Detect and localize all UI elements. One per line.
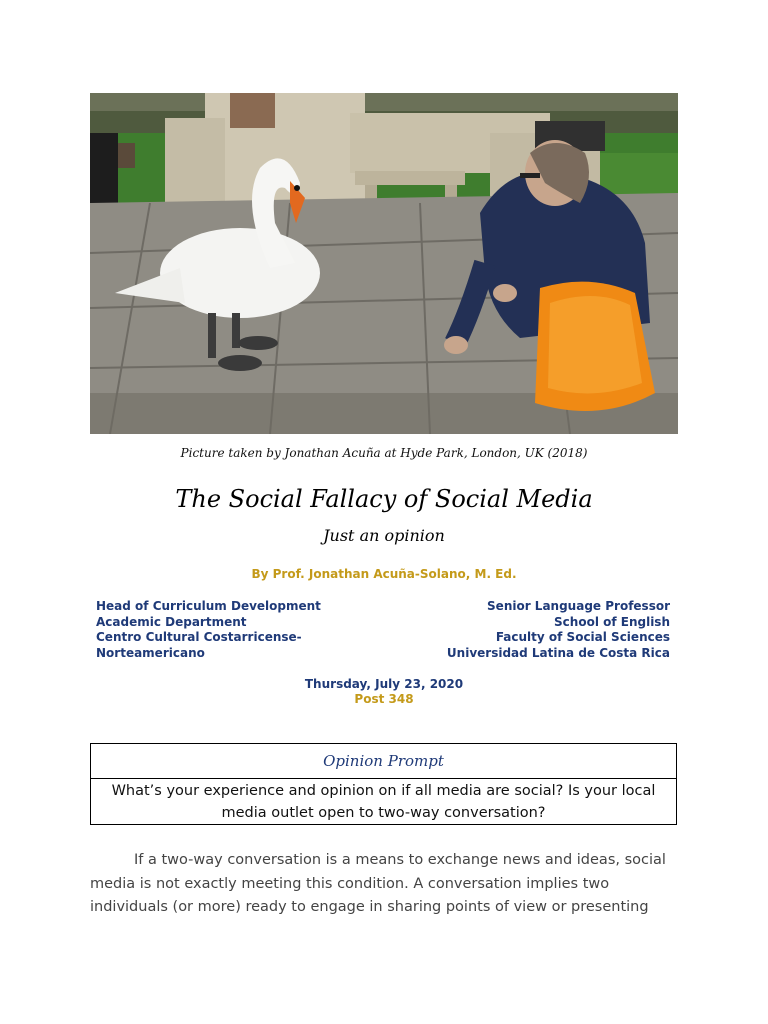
affiliation-left <box>96 599 321 661</box>
article-subtitle: Just an opinion <box>323 526 445 545</box>
body-paragraph: If a two-way conversation is a means to exchange news and ideas, social media is not exactly meeting this condition. A conversation implies two individuals (or more) ready to engage in sharing points of view or presenting <box>90 852 666 915</box>
affiliation-right-line: Universidad Latina de Costa Rica <box>446 645 670 660</box>
article-title: The Social Fallacy of Social Media <box>175 485 593 513</box>
affiliation-left-line: Centro Cultural Costarricense- <box>96 630 302 644</box>
affiliation-right-line: School of English <box>554 614 670 629</box>
affiliation-left-line: Norteamericano <box>96 645 205 660</box>
opinion-prompt-heading: Opinion Prompt <box>91 744 676 779</box>
affiliation-left-line: Head of Curriculum Development <box>96 599 321 613</box>
opinion-prompt-question: What’s your experience and opinion on if all media are social? Is your local media outlet open to two-way conversation? <box>111 783 656 821</box>
author-byline: By Prof. Jonathan Acuña-Solano, M. Ed. <box>251 567 517 581</box>
post-number: Post 348 <box>354 692 414 706</box>
affiliation-left-line: Academic Department <box>96 614 247 629</box>
publication-date: Thursday, July 23, 2020 <box>304 677 464 691</box>
affiliation-right-line: Senior Language Professor <box>487 599 670 613</box>
swan-photo-illustration <box>90 93 678 434</box>
affiliation-right <box>447 599 670 661</box>
photo-caption: Picture taken by Jonathan Acuña at Hyde Park, London, UK (2018) <box>180 446 588 460</box>
cover-photo <box>90 93 678 434</box>
affiliation-right-line: Faculty of Social Sciences <box>495 630 670 644</box>
opinion-prompt-box <box>90 743 677 825</box>
